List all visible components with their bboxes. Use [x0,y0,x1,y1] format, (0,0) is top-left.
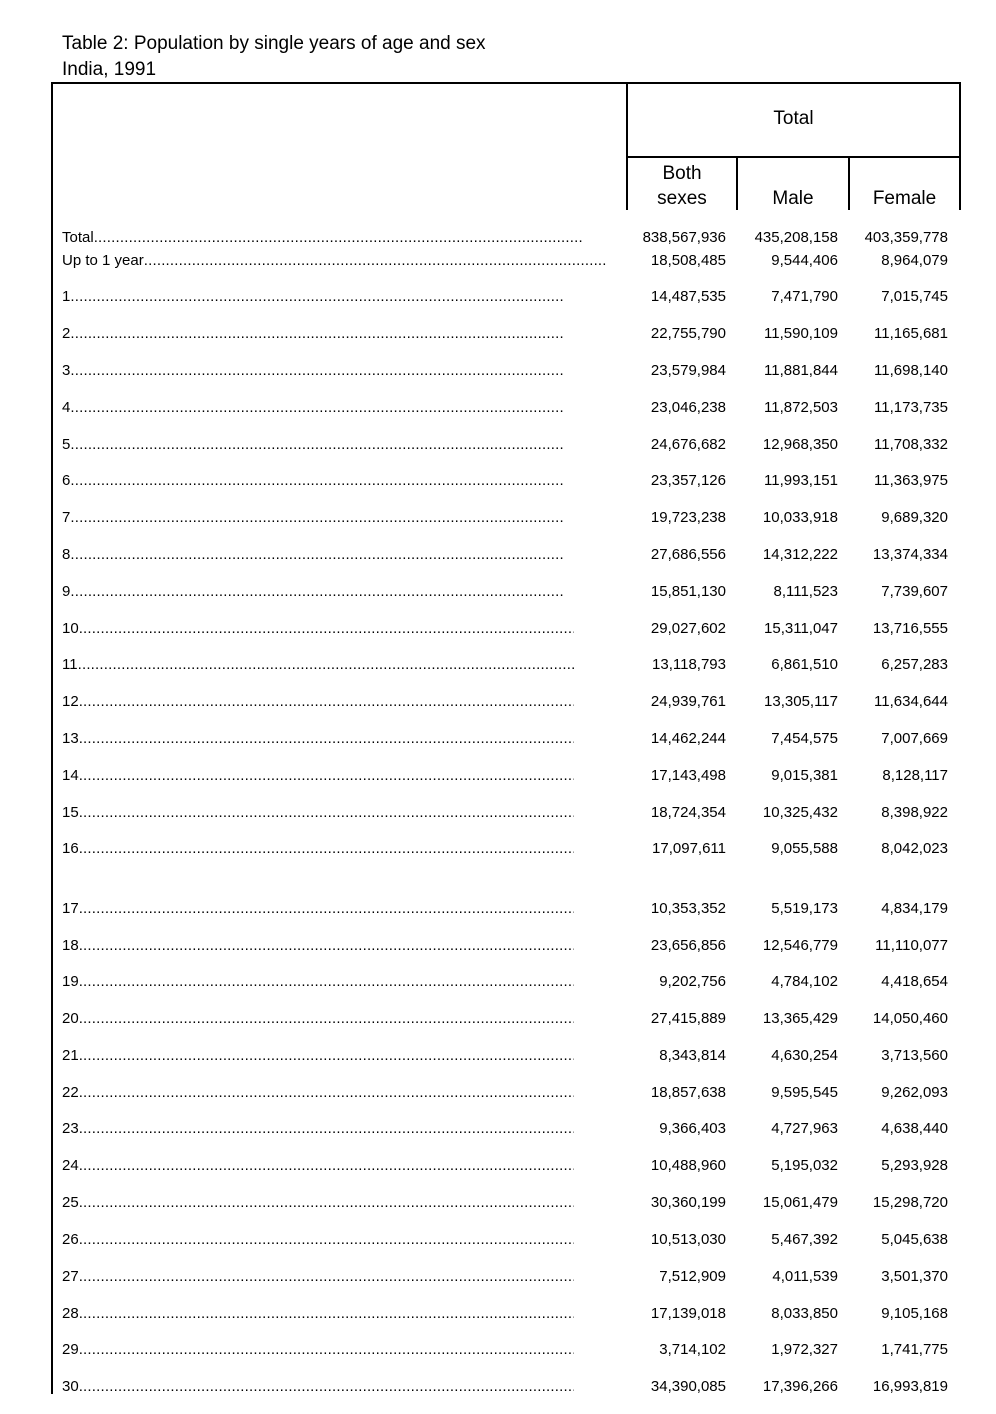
cell-female: 9,105,168 [881,1305,948,1322]
header-both-line1: Both [662,163,702,184]
table-row [0,692,996,712]
cell-male: 5,467,392 [771,1231,838,1248]
cell-female: 11,363,975 [874,472,948,489]
cell-both-sexes: 14,462,244 [650,730,726,747]
header-both-line2: sexes [657,188,707,209]
table-row [0,839,996,859]
row-label: 4 ..... [62,398,564,418]
table-row [0,729,996,749]
cell-both-sexes: 838,567,936 [642,229,726,246]
cell-female: 6,257,283 [881,656,948,673]
cell-female: 5,293,928 [881,1157,948,1174]
cell-male: 13,365,429 [762,1010,838,1027]
cell-female: 8,398,922 [881,804,948,821]
cell-male: 7,454,575 [771,730,838,747]
table-row [0,582,996,602]
row-label: 3 ..... [62,361,564,381]
cell-male: 11,993,151 [764,472,838,489]
cell-female: 9,689,320 [881,509,948,526]
row-label: 26 ..... [62,1230,574,1250]
table-row [0,803,996,823]
table-row [0,1230,996,1250]
cell-female: 8,042,023 [881,840,948,857]
row-label: 17 ..... [62,899,574,919]
row-label: 8 ..... [62,545,564,565]
table-row [0,1304,996,1324]
cell-female: 8,964,079 [881,252,948,269]
row-label: 12 ..... [62,692,574,712]
row-label: 23 ..... [62,1119,574,1139]
cell-female: 1,741,775 [881,1341,948,1358]
table-row [0,228,996,248]
cell-female: 3,501,370 [881,1268,948,1285]
table-row [0,1267,996,1287]
cell-female: 16,993,819 [872,1378,948,1395]
cell-female: 11,708,332 [874,436,948,453]
cell-both-sexes: 10,353,352 [650,900,726,917]
table-row [0,435,996,455]
header-group-total: Total [773,108,814,129]
cell-both-sexes: 23,656,856 [650,937,726,954]
cell-male: 11,881,844 [764,362,838,379]
table-row [0,619,996,639]
cell-male: 4,784,102 [771,973,838,990]
table-row [0,1193,996,1213]
cell-female: 7,739,607 [881,583,948,600]
header-group-underline [626,156,961,158]
table-frame-top [51,82,961,84]
table-title: Table 2: Population by single years of age and sex [62,33,486,54]
table-row [0,1083,996,1103]
cell-female: 403,359,778 [864,229,948,246]
row-label: 24 ..... [62,1156,574,1176]
row-label: Total ..... [62,228,582,248]
cell-male: 13,305,117 [764,693,838,710]
cell-female: 4,418,654 [881,973,948,990]
row-label: Up to 1 year ..... [62,251,607,271]
cell-female: 15,298,720 [872,1194,948,1211]
row-label: 30 ..... [62,1377,574,1397]
cell-both-sexes: 18,508,485 [650,252,726,269]
row-label: 10 ..... [62,619,574,639]
cell-female: 11,110,077 [875,937,948,954]
cell-both-sexes: 30,360,199 [650,1194,726,1211]
cell-female: 13,374,334 [872,546,948,563]
cell-female: 3,713,560 [881,1047,948,1064]
cell-female: 4,638,440 [881,1120,948,1137]
cell-male: 15,311,047 [764,620,838,637]
row-label: 2 ..... [62,324,564,344]
row-label: 14 ..... [62,766,574,786]
cell-male: 4,630,254 [771,1047,838,1064]
table-row [0,398,996,418]
row-label: 5 ..... [62,435,564,455]
cell-both-sexes: 10,513,030 [650,1231,726,1248]
table-row [0,936,996,956]
cell-female: 11,698,140 [874,362,948,379]
cell-both-sexes: 10,488,960 [650,1157,726,1174]
table-subtitle: India, 1991 [62,59,157,80]
table-row [0,545,996,565]
header-divider-right [959,82,961,210]
cell-both-sexes: 9,366,403 [659,1120,726,1137]
cell-male: 12,546,779 [762,937,838,954]
row-label: 6 ..... [62,471,564,491]
table-row [0,471,996,491]
cell-both-sexes: 24,676,682 [650,436,726,453]
cell-male: 15,061,479 [762,1194,838,1211]
cell-both-sexes: 29,027,602 [650,620,726,637]
table-row [0,1156,996,1176]
cell-male: 9,595,545 [771,1084,838,1101]
table-row [0,1377,996,1397]
row-label: 29 ..... [62,1340,574,1360]
cell-both-sexes: 18,857,638 [650,1084,726,1101]
cell-both-sexes: 23,046,238 [650,399,726,416]
cell-both-sexes: 23,357,126 [650,472,726,489]
cell-male: 12,968,350 [762,436,838,453]
cell-female: 7,007,669 [881,730,948,747]
cell-male: 7,471,790 [771,288,838,305]
cell-female: 14,050,460 [872,1010,948,1027]
row-label: 18 ..... [62,936,574,956]
cell-both-sexes: 18,724,354 [650,804,726,821]
table-row [0,655,996,675]
table-row [0,1009,996,1029]
row-label: 21 ..... [62,1046,574,1066]
table-row [0,508,996,528]
cell-male: 4,011,539 [772,1268,838,1285]
cell-male: 10,325,432 [762,804,838,821]
cell-both-sexes: 27,686,556 [650,546,726,563]
cell-male: 17,396,266 [762,1378,838,1395]
table-row [0,1340,996,1360]
cell-male: 9,015,381 [771,767,838,784]
table-row [0,287,996,307]
cell-male: 4,727,963 [771,1120,838,1137]
table-row [0,361,996,381]
cell-both-sexes: 22,755,790 [650,325,726,342]
cell-male: 6,861,510 [771,656,838,673]
cell-both-sexes: 34,390,085 [650,1378,726,1395]
cell-both-sexes: 8,343,814 [659,1047,726,1064]
header-male: Male [772,188,814,209]
cell-female: 4,834,179 [881,900,948,917]
cell-female: 5,045,638 [881,1231,948,1248]
cell-both-sexes: 17,097,611 [652,840,726,857]
cell-male: 10,033,918 [762,509,838,526]
table-row [0,899,996,919]
cell-both-sexes: 14,487,535 [650,288,726,305]
row-label: 16 ..... [62,839,574,859]
cell-male: 8,033,850 [771,1305,838,1322]
cell-female: 7,015,745 [881,288,948,305]
cell-female: 11,165,681 [874,325,948,342]
table-row [0,1119,996,1139]
row-label: 1 ..... [62,287,564,307]
row-label: 15 ..... [62,803,574,823]
cell-both-sexes: 3,714,102 [659,1341,726,1358]
table-row [0,766,996,786]
header-both-sexes [628,161,736,211]
row-label: 19 ..... [62,972,574,992]
cell-both-sexes: 13,118,793 [652,656,726,673]
cell-male: 14,312,222 [762,546,838,563]
cell-male: 5,519,173 [771,900,838,917]
cell-male: 9,055,588 [771,840,838,857]
row-label: 11 ..... [62,655,574,675]
cell-female: 11,634,644 [874,693,948,710]
row-label: 9 ..... [62,582,564,602]
cell-both-sexes: 17,143,498 [650,767,726,784]
cell-male: 1,972,327 [771,1341,838,1358]
row-label: 7 ..... [62,508,564,528]
row-label: 27 ..... [62,1267,574,1287]
cell-female: 11,173,735 [874,399,948,416]
cell-both-sexes: 17,139,018 [650,1305,726,1322]
cell-male: 8,111,523 [773,583,838,600]
row-label: 20 ..... [62,1009,574,1029]
table-row [0,1046,996,1066]
cell-female: 8,128,117 [882,767,948,784]
table-row [0,972,996,992]
cell-male: 435,208,158 [754,229,838,246]
cell-both-sexes: 9,202,756 [659,973,726,990]
cell-both-sexes: 24,939,761 [650,693,726,710]
cell-both-sexes: 7,512,909 [659,1268,726,1285]
cell-male: 11,872,503 [764,399,838,416]
cell-female: 9,262,093 [881,1084,948,1101]
row-label: 22 ..... [62,1083,574,1103]
cell-both-sexes: 27,415,889 [650,1010,726,1027]
cell-female: 13,716,555 [872,620,948,637]
row-label: 25 ..... [62,1193,574,1213]
row-label: 13 ..... [62,729,574,749]
row-label: 28 ..... [62,1304,574,1324]
table-row [0,324,996,344]
cell-both-sexes: 19,723,238 [650,509,726,526]
cell-male: 11,590,109 [764,325,838,342]
cell-both-sexes: 15,851,130 [650,583,726,600]
cell-both-sexes: 23,579,984 [650,362,726,379]
header-female: Female [872,188,937,209]
table-row [0,251,996,271]
cell-male: 5,195,032 [771,1157,838,1174]
cell-male: 9,544,406 [771,252,838,269]
